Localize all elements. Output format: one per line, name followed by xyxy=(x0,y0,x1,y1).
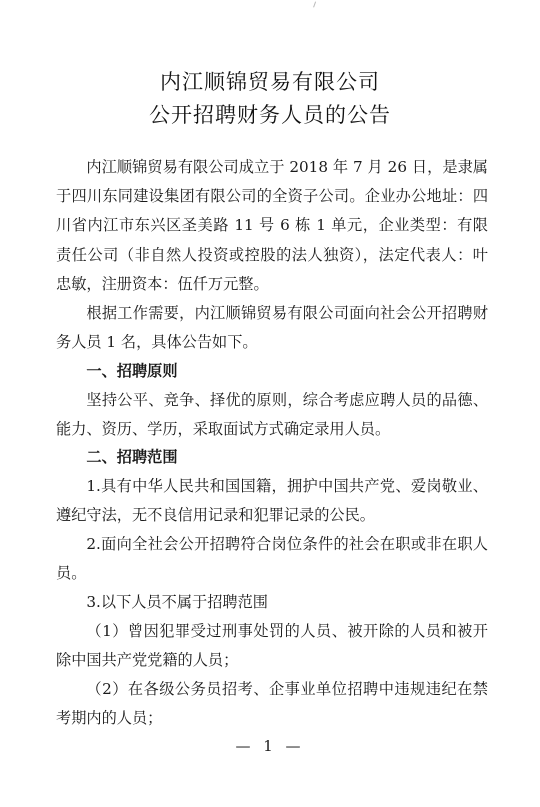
scope-item-1: 1.具有中华人民共和国国籍，拥护中国共产党、爱岗敬业、遵纪守法，无不良信用记录和犯罪记录的公民。 xyxy=(56,477,488,525)
title-line-1: 内江顺锦贸易有限公司 xyxy=(160,70,380,94)
title-line-2: 公开招聘财务人员的公告 xyxy=(149,103,391,127)
scan-mark xyxy=(313,1,319,8)
scope-item-2: 2.面向全社会公开招聘符合岗位条件的社会在职或非在职人员。 xyxy=(56,535,488,583)
section-2-heading: 二、招聘范围 xyxy=(86,448,178,466)
page-number: — 1 — xyxy=(235,737,305,755)
scope-item-3: 3.以下人员不属于招聘范围 xyxy=(86,593,268,611)
intro-paragraph: 内江顺锦贸易有限公司成立于 2018 年 7 月 26 日，是隶属于四川东同建设集团有限公司的全资子公司。企业办公地址：四川省内江市东兴区圣美路 11 号 6 栋 1 单元，企业类型：有限责任公司（非自然人投资或控股的法人独资），法定代表人：叶忠敏，注册资本：伍仟万元整。 xyxy=(56,158,488,293)
scope-item-3-sub-2: （2）在各级公务员招考、企事业单位招聘中违规违纪在禁考期内的人员； xyxy=(56,680,488,728)
scope-item-3-sub-1: （1）曾因犯罪受过刑事处罚的人员、被开除的人员和被开除中国共产党党籍的人员； xyxy=(56,622,488,670)
purpose-paragraph: 根据工作需要，内江顺锦贸易有限公司面向社会公开招聘财务人员 1 名，具体公告如下。 xyxy=(56,304,488,352)
section-1-heading: 一、招聘原则 xyxy=(86,362,178,380)
section-1-body: 坚持公平、竞争、择优的原则，综合考虑应聘人员的品德、能力、资历、学历，采取面试方式确定录用人员。 xyxy=(56,391,488,439)
